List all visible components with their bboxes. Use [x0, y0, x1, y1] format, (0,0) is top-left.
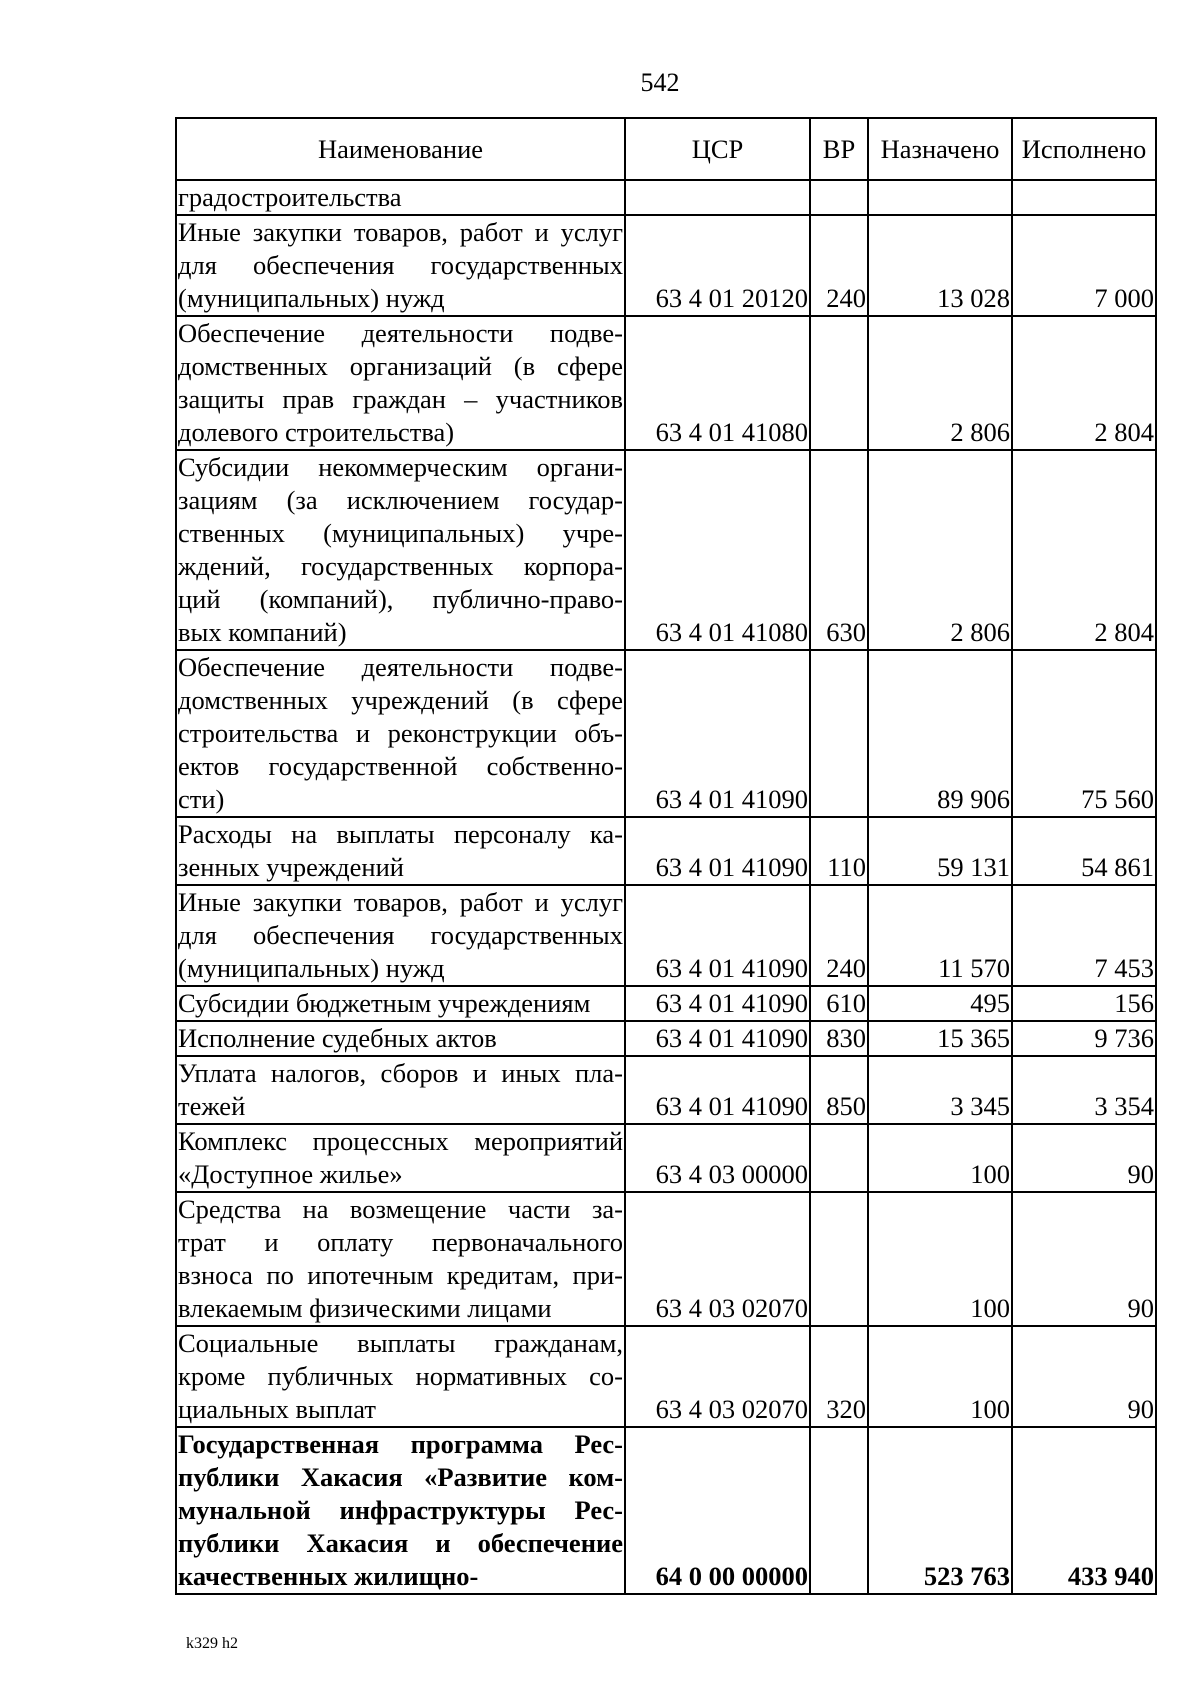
row-csr: 63 4 01 20120	[625, 215, 810, 316]
row-name	[176, 215, 625, 316]
row-executed: 3 354	[1012, 1056, 1156, 1124]
row-csr: 63 4 01 41090	[625, 1056, 810, 1124]
row-name-line: Иные закупки товаров, работ и услуг	[178, 217, 623, 247]
row-name-line: для обеспечения государственных	[178, 250, 623, 280]
footer-code: k329 h2	[186, 1635, 238, 1652]
row-executed: 433 940	[1012, 1427, 1156, 1594]
row-name	[176, 885, 625, 986]
row-name-line: Социальные выплаты гражданам,	[178, 1328, 623, 1358]
table-row	[176, 885, 1156, 986]
row-vr	[810, 1192, 868, 1326]
row-name-line: Иные закупки товаров, работ и услуг	[178, 887, 623, 917]
row-vr: 320	[810, 1326, 868, 1427]
row-name-line: вых компаний)	[178, 617, 347, 647]
header-executed: Исполнено	[1012, 118, 1156, 180]
row-csr: 63 4 03 02070	[625, 1326, 810, 1427]
row-name-line: ектов государственной собственно-	[178, 751, 623, 781]
row-planned: 89 906	[868, 650, 1012, 817]
row-name-line: Комплекс процессных мероприятий	[178, 1126, 623, 1156]
row-vr: 850	[810, 1056, 868, 1124]
row-planned: 3 345	[868, 1056, 1012, 1124]
table-row	[176, 316, 1156, 450]
row-name-line: публики Хакасия и обеспечение	[178, 1528, 623, 1558]
row-vr	[810, 1124, 868, 1192]
row-name	[176, 1427, 625, 1594]
row-planned: 100	[868, 1192, 1012, 1326]
row-executed: 2 804	[1012, 316, 1156, 450]
row-vr	[810, 316, 868, 450]
row-planned: 15 365	[868, 1021, 1012, 1056]
row-vr	[810, 650, 868, 817]
table-row	[176, 1056, 1156, 1124]
header-csr: ЦСР	[625, 118, 810, 180]
row-vr: 610	[810, 986, 868, 1021]
table-row	[176, 1192, 1156, 1326]
row-csr	[625, 180, 810, 215]
row-name-line: домственных учреждений (в сфере	[178, 685, 623, 715]
row-vr	[810, 1427, 868, 1594]
row-vr: 240	[810, 215, 868, 316]
row-planned: 2 806	[868, 450, 1012, 650]
row-csr: 63 4 01 41090	[625, 885, 810, 986]
table-row	[176, 215, 1156, 316]
row-executed: 75 560	[1012, 650, 1156, 817]
row-name-line: долевого строительства)	[178, 417, 455, 447]
header-vr: ВР	[810, 118, 868, 180]
row-name-line: Обеспечение деятельности подве-	[178, 652, 623, 682]
row-executed	[1012, 180, 1156, 215]
row-name-line: Расходы на выплаты персоналу ка-	[178, 819, 623, 849]
row-name-line: Государственная программа Рес-	[178, 1429, 623, 1459]
row-name-line: домственных организаций (в сфере	[178, 351, 623, 381]
row-executed: 156	[1012, 986, 1156, 1021]
row-name-line: Средства на возмещение части за-	[178, 1194, 623, 1224]
row-name-line: «Доступное жилье»	[178, 1159, 403, 1189]
row-name-line: защиты прав граждан – участников	[178, 384, 623, 414]
row-name-line: ственных (муниципальных) учре-	[178, 518, 623, 548]
table-row	[176, 180, 1156, 215]
row-planned	[868, 180, 1012, 215]
row-vr: 830	[810, 1021, 868, 1056]
budget-table	[175, 117, 1157, 1595]
row-executed: 7 453	[1012, 885, 1156, 986]
header-name: Наименование	[176, 118, 625, 180]
row-name-line: Субсидии бюджетным учреждениям	[178, 988, 591, 1018]
table-row	[176, 650, 1156, 817]
row-csr: 63 4 01 41080	[625, 316, 810, 450]
row-name	[176, 180, 625, 215]
row-executed: 54 861	[1012, 817, 1156, 885]
row-name-line: Исполнение судебных актов	[178, 1023, 497, 1053]
table-row	[176, 1124, 1156, 1192]
row-name-line: мунальной инфраструктуры Рес-	[178, 1495, 623, 1525]
table-row	[176, 817, 1156, 885]
row-executed: 90	[1012, 1192, 1156, 1326]
row-csr: 63 4 03 02070	[625, 1192, 810, 1326]
row-vr: 630	[810, 450, 868, 650]
row-name-line: качественных жилищно-	[178, 1561, 479, 1591]
row-name-line: циальных выплат	[178, 1394, 376, 1424]
table-row	[176, 1326, 1156, 1427]
row-name-line: градостроительства	[178, 182, 402, 212]
table-body	[176, 180, 1156, 1594]
table-row	[176, 1427, 1156, 1594]
table-row	[176, 1021, 1156, 1056]
row-name-line: сти)	[178, 784, 225, 814]
row-name-line: Субсидии некоммерческим органи-	[178, 452, 623, 482]
table-row	[176, 450, 1156, 650]
row-planned: 100	[868, 1124, 1012, 1192]
row-name-line: строительства и реконструкции объ-	[178, 718, 623, 748]
row-name	[176, 1124, 625, 1192]
row-vr	[810, 180, 868, 215]
table-header-row	[176, 118, 1156, 180]
row-name-line: ций (компаний), публично-право-	[178, 584, 623, 614]
row-name-line: публики Хакасия «Развитие ком-	[178, 1462, 623, 1492]
row-name	[176, 650, 625, 817]
row-name-line: тежей	[178, 1091, 246, 1121]
row-name-line: влекаемым физическими лицами	[178, 1293, 552, 1323]
table-row	[176, 986, 1156, 1021]
row-planned: 13 028	[868, 215, 1012, 316]
row-csr: 63 4 03 00000	[625, 1124, 810, 1192]
row-executed: 2 804	[1012, 450, 1156, 650]
row-name-line: зациям (за исключением государ-	[178, 485, 623, 515]
row-executed: 90	[1012, 1124, 1156, 1192]
row-executed: 90	[1012, 1326, 1156, 1427]
row-planned: 523 763	[868, 1427, 1012, 1594]
row-name-line: ждений, государственных корпора-	[178, 551, 623, 581]
row-executed: 7 000	[1012, 215, 1156, 316]
row-name	[176, 817, 625, 885]
page-number: 542	[640, 68, 680, 97]
row-name-line: для обеспечения государственных	[178, 920, 623, 950]
row-name	[176, 1192, 625, 1326]
row-name-line: (муниципальных) нужд	[178, 953, 445, 983]
header-planned: Назначено	[868, 118, 1012, 180]
row-name-line: трат и оплату первоначального	[178, 1227, 623, 1257]
row-planned: 2 806	[868, 316, 1012, 450]
row-csr: 63 4 01 41080	[625, 450, 810, 650]
row-name-line: зенных учреждений	[178, 852, 404, 882]
row-name	[176, 1056, 625, 1124]
row-planned: 59 131	[868, 817, 1012, 885]
row-executed: 9 736	[1012, 1021, 1156, 1056]
row-name-line: Уплата налогов, сборов и иных пла-	[178, 1058, 623, 1088]
row-name-line: Обеспечение деятельности подве-	[178, 318, 623, 348]
row-planned: 100	[868, 1326, 1012, 1427]
row-name	[176, 1326, 625, 1427]
row-csr: 63 4 01 41090	[625, 986, 810, 1021]
row-name-line: взноса по ипотечным кредитам, при-	[178, 1260, 623, 1290]
row-name	[176, 316, 625, 450]
row-csr: 63 4 01 41090	[625, 1021, 810, 1056]
row-name-line: кроме публичных нормативных со-	[178, 1361, 623, 1391]
row-vr: 240	[810, 885, 868, 986]
row-csr: 63 4 01 41090	[625, 817, 810, 885]
row-name	[176, 1021, 625, 1056]
row-csr: 63 4 01 41090	[625, 650, 810, 817]
row-csr: 64 0 00 00000	[625, 1427, 810, 1594]
row-name-line: (муниципальных) нужд	[178, 283, 445, 313]
row-name	[176, 450, 625, 650]
row-vr: 110	[810, 817, 868, 885]
row-name	[176, 986, 625, 1021]
row-planned: 11 570	[868, 885, 1012, 986]
row-planned: 495	[868, 986, 1012, 1021]
